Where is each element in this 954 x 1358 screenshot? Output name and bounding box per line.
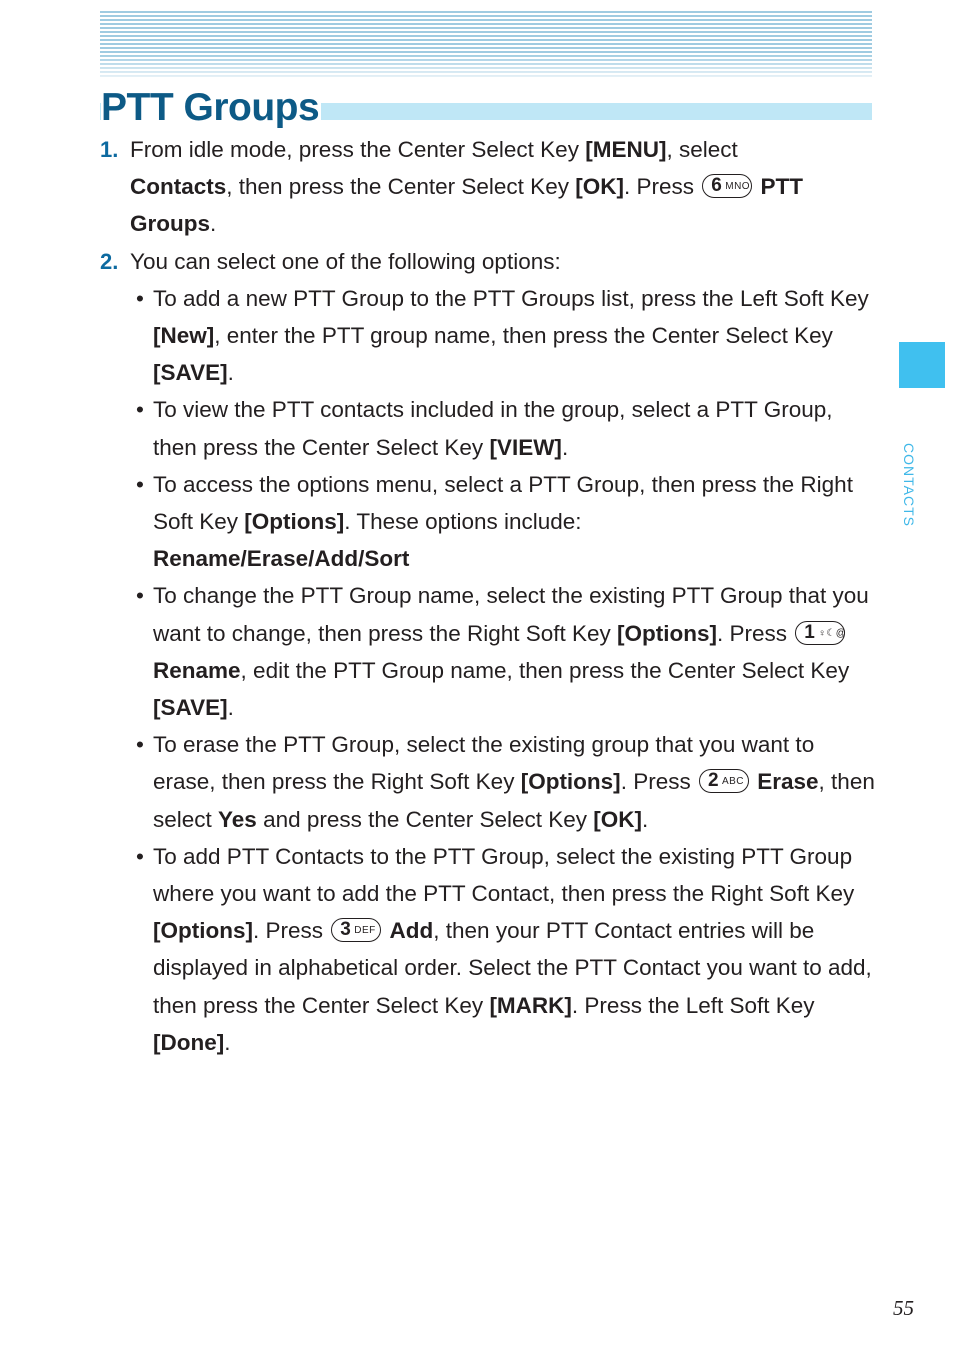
section-tab bbox=[899, 342, 945, 388]
key-1-icon: 1 ♀☾@ bbox=[795, 621, 845, 645]
list-item: • To add a new PTT Group to the PTT Groups list, press the Left Soft Key [New], enter the PTT group name, then press the Center Select Key [SAVE]. bbox=[124, 280, 875, 392]
list-item: • To access the options menu, select a PTT Group, then press the Right Soft Key [Options]. These options include: Rename/Erase/Add/Sort bbox=[124, 466, 875, 578]
step-number: 1. bbox=[100, 137, 119, 162]
page-content bbox=[100, 131, 875, 1061]
page-number: 55 bbox=[893, 1296, 914, 1320]
step-1: 1. From idle mode, press the Center Select Key [MENU], select Contacts, then press the Center Select Key [OK]. Press 6 MNO PTT Groups. bbox=[100, 131, 875, 243]
list-item: • To add PTT Contacts to the PTT Group, select the existing PTT Group where you want to add the PTT Contact, then press the Right Soft Key [Options]. Press 3 DEF Add, then your PTT Contact entries will be displayed in alphabetical order. Select the PTT Contact you want to add, then press the Center Select Key [MARK]. Press the Left Soft Key [Done]. bbox=[124, 838, 875, 1061]
page-title: PTT Groups bbox=[101, 84, 321, 132]
key-6-icon: 6 MNO bbox=[702, 174, 752, 198]
key-3-icon: 3 DEF bbox=[331, 918, 381, 942]
step-2: 2. You can select one of the following options: bbox=[100, 243, 875, 280]
list-item: • To erase the PTT Group, select the existing group that you want to erase, then press the Right Soft Key [Options]. Press 2 ABC Erase, then select Yes and press the Center Select Key [OK]. bbox=[124, 726, 875, 838]
list-item: • To view the PTT contacts included in the group, select a PTT Group, then press the Center Select Key [VIEW]. bbox=[124, 391, 875, 465]
header-stripes bbox=[100, 11, 872, 79]
section-label: CONTACTS bbox=[901, 443, 917, 527]
options-list bbox=[100, 280, 875, 1061]
key-2-icon: 2 ABC bbox=[699, 769, 749, 793]
step-number: 2. bbox=[100, 248, 119, 274]
list-item: • To change the PTT Group name, select the existing PTT Group that you want to change, then press the Right Soft Key [Options]. Press 1 ♀☾@ Rename, edit the PTT Group name, then press the Center Select Key [SAVE]. bbox=[124, 577, 875, 726]
